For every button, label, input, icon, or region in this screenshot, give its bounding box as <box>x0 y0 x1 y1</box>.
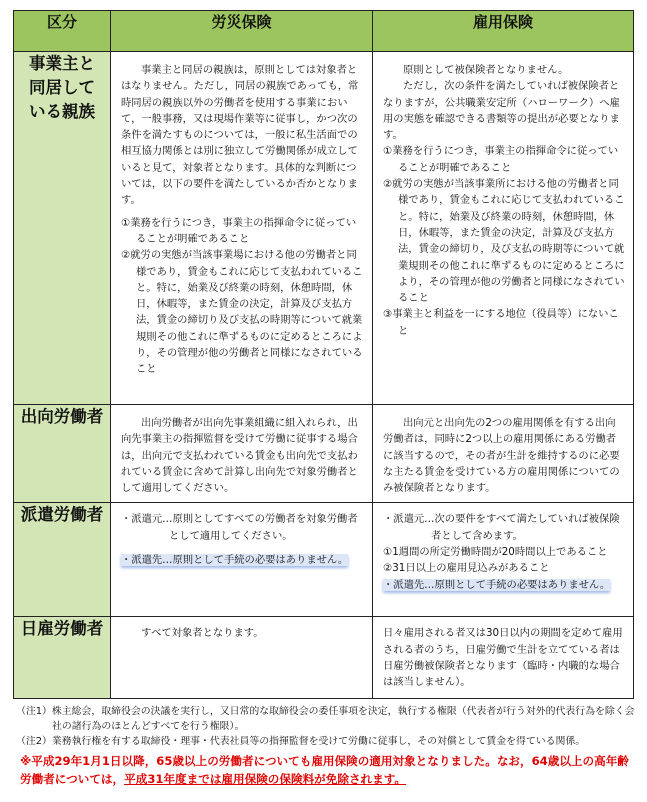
family-koyo-p1: 原則として被保険者となりません。 <box>403 64 569 76</box>
category-shukko: 出向労働者 <box>14 405 111 503</box>
family-rosai-item-2: ②就労の実態が当該事業場における他の労働者と同様であり，賃金もこれに応じて支払われていること。特に，始業及び終業の時刻，休憩時間，休日，休暇等，また賃金の決定，計算及び支払方法，賃金の締切り及び支払の時期等について就業規則その他これに準ずるものに定めるところにより，その管理が他の労働者と同様になされていること <box>121 249 363 376</box>
hiyatoi-rosai-cell <box>111 617 373 699</box>
haken-rosai-line2: ・派遣先…原則として手続の必要はありません。 <box>121 554 349 567</box>
family-koyo-item-3: ③事業主と利益を一にする地位（役員等）にないこと <box>383 308 619 337</box>
family-rosai-item-1: ①業務を行うにつき，事業主の指揮命令に従っていることが明確であること <box>121 216 357 245</box>
table-header-row <box>14 11 634 52</box>
note-2: （注2）業務執行権を有する取締役・理事・代表社員等の指揮監督を受けて労働に従事し，その対償として賃金を得ている関係。 <box>16 736 586 747</box>
footer-notice-part2: 平成31年度までは雇用保険の保険料が免除されます。 <box>124 772 406 786</box>
row-haken <box>14 503 634 617</box>
family-koyo-p2: ただし，次の条件を満たしていれば被保険者となりますが，公共職業安定所（ハローワーク）へ雇用の実態を確認できる書類等の提出が必要となります。 <box>383 80 620 142</box>
haken-koyo-line1: ・派遣元…次の要件をすべて満たしていれば被保険者として含めます。 <box>383 513 620 542</box>
haken-koyo-cell <box>373 503 634 617</box>
footer-notice-part1: ※平成29年1月1日以降，65歳以上の労働者についても雇用保険の適用対象となりました。なお，64歳以上の高年齢労働者については， <box>20 754 629 786</box>
category-hiyatoi: 日雇労働者 <box>14 617 111 699</box>
shukko-rosai-cell <box>111 405 373 503</box>
family-koyo-item-2: ②就労の実態が当該事業所における他の労働者と同様であり，賃金もこれに応じて支払われていること。特に，始業及び終業の時刻，休憩時間，休日，休暇等，また賃金の決定，計算及び支払方法，賃金の締切り，及び支払の時期等について就業規則その他これに準ずるものに定めるところにより，その管理が他の労働者と同様になされていること <box>383 178 625 305</box>
category-family-line3: いる親族 <box>29 102 95 121</box>
hiyatoi-koyo-cell <box>373 617 634 699</box>
family-koyo-items <box>373 143 633 339</box>
haken-koyo-lines <box>373 503 633 592</box>
footer-notice <box>20 752 630 788</box>
hiyatoi-rosai-text: すべて対象者となります。 <box>141 627 264 640</box>
family-rosai-items <box>111 215 372 378</box>
haken-koyo-line4: ・派遣先…原則として手続の必要はありません。 <box>383 578 611 591</box>
haken-rosai-cell <box>111 503 373 617</box>
category-family-line1: 事業主と <box>29 54 95 73</box>
category-family <box>14 52 111 405</box>
category-haken: 派遣労働者 <box>14 503 111 617</box>
shukko-koyo-cell <box>373 405 634 503</box>
haken-rosai-line1: ・派遣元…原則としてすべての労働者を対象労働者として適用してください。 <box>121 513 358 542</box>
notes <box>16 704 636 749</box>
shukko-koyo-text: 出向元と出向先の2つの雇用関係を有する出向労働者は，同時に2つ以上の雇用関係にある労働者に該当するので，その者が生計を維持するのに必要な主たる賃金を受けている方の雇用関係についてのみ被保険者となります。 <box>383 417 620 495</box>
family-rosai-intro: 事業主と同居の親族は，原則としては対象者とはなりません。ただし，同居の親族であっても，常時同居の親族以外の労働者を使用する事業において，一般事務，又は現場作業等に従事し，かつ次の条件を満たすものについては，一般に私生活面での相互協力関係とは別に独立して労働関係が成立していると見て，対象者となります。具体的な判断については，以下の要件を満たしているか否かとなります。 <box>121 64 359 207</box>
header-category: 区分 <box>14 11 111 52</box>
haken-koyo-line3: ②31日以上の雇用見込みがあること <box>383 562 550 575</box>
family-rosai-cell <box>111 52 373 405</box>
insurance-comparison-table <box>13 10 634 699</box>
note-1: （注1）株主総会，取締役会の決議を実行し，又日常的な取締役会の委任事項を決定，執行する権限（代表者が行う対外的代表行為を除く会社の諸行為のほとんどすべてを行う権限）。 <box>16 706 635 732</box>
row-hiyatoi <box>14 617 634 699</box>
family-koyo-item-1: ①業務を行うにつき，事業主の指揮命令に従っていることが明確であること <box>383 145 619 174</box>
haken-koyo-line2: ①1週間の所定労働時間が20時間以上であること <box>383 546 608 559</box>
row-family <box>14 52 634 405</box>
shukko-rosai-text: 出向労働者が出向先事業組織に組入れられ，出向先事業主の指揮監督を受けて労働に従事する場合は，出向元で支払われている賃金も出向先で支払われている賃金に含めて計算し出向先で対象労働者として適用してください。 <box>121 417 358 495</box>
category-family-line2: 同居して <box>29 78 95 97</box>
haken-rosai-lines <box>111 503 372 568</box>
header-rosai: 労災保険 <box>111 11 373 52</box>
haken-rosai-spacer <box>121 544 364 552</box>
hiyatoi-koyo-text: 日々雇用される者又は30日以内の期間を定めて雇用される者のうち，日雇労働で生計を立てている者は日雇労働被保険者となります（臨時・内職的な場合は該当しません）。 <box>383 627 623 689</box>
row-shukko <box>14 405 634 503</box>
header-koyo: 雇用保険 <box>373 11 634 52</box>
family-koyo-cell <box>373 52 634 405</box>
